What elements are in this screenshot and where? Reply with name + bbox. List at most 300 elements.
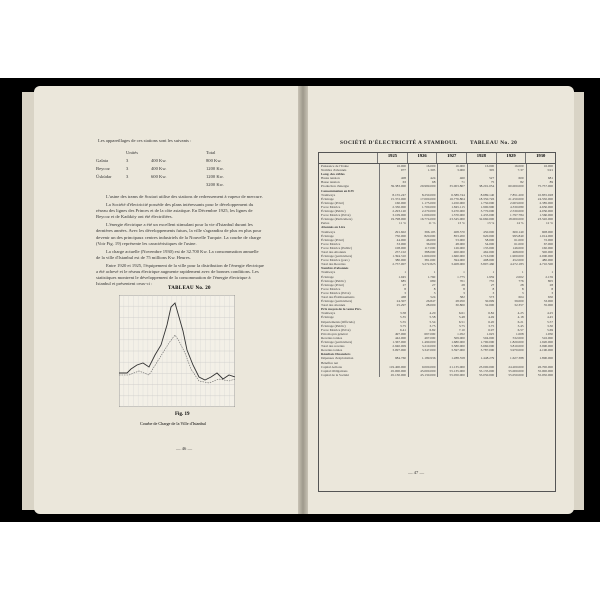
row-label: Prix moyen général bbox=[321, 331, 348, 336]
table-cell: 3 bbox=[379, 291, 408, 295]
row-label: Recettes totales bbox=[321, 348, 343, 353]
table-cell: 1.175.000 bbox=[408, 201, 437, 205]
row-label: Tramways bbox=[321, 270, 336, 275]
table-cell: 701 bbox=[437, 279, 466, 283]
table-cell: 135.000 bbox=[467, 246, 496, 250]
row-label: Éclairage (Privé) bbox=[321, 200, 345, 205]
generator-row: Beycoz 3 400 Kw. 1200 Kw. bbox=[96, 165, 224, 171]
table-cell: 72.000 bbox=[526, 238, 555, 242]
table-cell: 48.000 bbox=[437, 242, 466, 246]
table-cell: 1 bbox=[526, 270, 555, 274]
table-cell: 2.159 bbox=[526, 275, 555, 279]
table-cell: 28.950 bbox=[437, 299, 466, 303]
row-label: Basse tension bbox=[321, 180, 340, 185]
row-label: Éclairage (Public) bbox=[321, 278, 346, 283]
table-cell: 30.800 bbox=[437, 303, 466, 307]
table-cell: 527 bbox=[467, 176, 496, 180]
load-curve-svg bbox=[119, 295, 235, 407]
table-cell: 6.20 bbox=[467, 320, 496, 324]
table-cell: 3.990.000 bbox=[526, 344, 555, 348]
table-cell: 755 bbox=[467, 279, 496, 283]
table-cell: 1.600.000 bbox=[408, 254, 437, 258]
table-cell: 5.57 bbox=[526, 320, 555, 324]
table-cell: 6.389.744 bbox=[437, 193, 466, 197]
table-cell: 600 bbox=[496, 176, 525, 180]
row-label: Total des abonnés bbox=[321, 303, 346, 308]
table-cell: 1.014.000 bbox=[526, 234, 555, 238]
table-cell: 1.680.000 bbox=[437, 340, 466, 344]
table-cell: 27 bbox=[467, 283, 496, 287]
table-cell: 6.97 bbox=[467, 328, 496, 332]
table-cell: 3.347.000 bbox=[408, 348, 437, 352]
table-cell: 6.21 bbox=[496, 320, 525, 324]
table-cell: 3.30 bbox=[526, 324, 555, 328]
table-cell: 16.000 bbox=[526, 164, 555, 168]
table-cell: 13 % bbox=[437, 221, 466, 225]
table-cell: 4.190.000 bbox=[526, 348, 555, 352]
row-label: Éclairage (Public) bbox=[321, 209, 346, 214]
table-cell: 532.000 bbox=[496, 336, 525, 340]
table-cell: 8 bbox=[526, 287, 555, 291]
row-label: Éclairage (particuliers) bbox=[321, 299, 353, 304]
table-cell: 55.050.000 bbox=[437, 373, 466, 377]
table-cell: 30.099 bbox=[467, 299, 496, 303]
table-cell: 1.820.000 bbox=[496, 340, 525, 344]
table-cell: 8 bbox=[496, 287, 525, 291]
row-label: Éclairage bbox=[321, 274, 334, 279]
generator-table-header: Unités Total bbox=[126, 149, 216, 155]
table-cell: 1.945 bbox=[379, 275, 408, 279]
table-cell: 582 bbox=[437, 295, 466, 299]
table-cell: 108.000 bbox=[379, 246, 408, 250]
table-cell: 1.435.000 bbox=[467, 213, 496, 217]
row-label: Pertes bbox=[321, 221, 330, 226]
table-cell: 146.000 bbox=[496, 246, 525, 250]
table-cell: 920.000 bbox=[467, 234, 496, 238]
row-label: Capital Obligations bbox=[321, 368, 348, 373]
table-cell: 46.000 bbox=[408, 238, 437, 242]
row-label: Éclairage bbox=[321, 315, 334, 320]
table-cell: 55.050.000 bbox=[467, 373, 496, 377]
table-cell: 160.000 bbox=[379, 201, 408, 205]
statistics-table bbox=[318, 152, 556, 492]
table-cell: 5.35 bbox=[379, 315, 408, 319]
table-cell: 1.990.990 bbox=[467, 205, 496, 209]
table-cell: 977 bbox=[379, 168, 408, 172]
table-cell: 257.102 bbox=[379, 250, 408, 254]
table-cell: 23.520.000 bbox=[526, 217, 555, 221]
table-cell: 995.840 bbox=[496, 234, 525, 238]
table-cell: 45.130.000 bbox=[408, 373, 437, 377]
table-cell: 497.000 bbox=[408, 336, 437, 340]
table-cell: 4.650.000 bbox=[526, 205, 555, 209]
table-cell: 3 bbox=[526, 291, 555, 295]
table-cell: 776 bbox=[496, 279, 525, 283]
table-cell: 2.002 bbox=[496, 275, 525, 279]
table-cell: 6.82 bbox=[408, 328, 437, 332]
table-cell: 3.807.460 bbox=[467, 262, 496, 266]
table-cell: 21.135.000 bbox=[437, 365, 466, 369]
row-label: Tramways bbox=[321, 192, 336, 197]
table-cell: 61.000 bbox=[496, 242, 525, 246]
table-cell: 1 bbox=[379, 270, 408, 274]
table-cell: 600.140 bbox=[496, 230, 525, 234]
table-cell: 3.58 bbox=[379, 311, 408, 315]
table-cell: 13 % bbox=[467, 221, 496, 225]
table-cell: 11 % bbox=[379, 221, 408, 225]
table-cell: 1 bbox=[437, 270, 466, 274]
table-cell: 8.250.000 bbox=[408, 193, 437, 197]
table-cell: 853.200 bbox=[437, 234, 466, 238]
row-label: Consommation en KW bbox=[321, 188, 355, 193]
table-cell: 468.000 bbox=[496, 250, 525, 254]
table-cell: 1.050 bbox=[526, 332, 555, 336]
table-cell: 53.000 bbox=[437, 238, 466, 242]
table-cell: 8 bbox=[467, 287, 496, 291]
row-label: Éclairage bbox=[321, 233, 334, 238]
row-label: Tramways bbox=[321, 311, 336, 316]
table-cell: 516.000 bbox=[526, 336, 555, 340]
table-cell: 604 bbox=[496, 295, 525, 299]
table-cell: 3.097.000 bbox=[379, 348, 408, 352]
row-label: Éclairage (particuliers) bbox=[321, 254, 353, 259]
table-cell: 16.000 bbox=[408, 164, 437, 168]
table-cell: 820.000 bbox=[408, 234, 437, 238]
table-cell: 1.750.000 bbox=[467, 201, 496, 205]
table-cell: 1.900.000 bbox=[496, 254, 525, 258]
table-cell: 45.000.000 bbox=[379, 369, 408, 373]
table-cell: 509.000 bbox=[437, 336, 466, 340]
table-cell: 35.000 bbox=[526, 303, 555, 307]
table-cell: 1.560.000 bbox=[526, 213, 555, 217]
year-header: 1926 bbox=[407, 153, 437, 163]
table-cell: 8 bbox=[437, 287, 466, 291]
table-cell: 4.25 bbox=[526, 311, 555, 315]
table-cell: 2.385.000 bbox=[526, 201, 555, 205]
table-cell: 3.770.000 bbox=[467, 209, 496, 213]
table-cell: 55.050.000 bbox=[526, 373, 555, 377]
table-cell: 89 bbox=[526, 180, 555, 184]
table-cell: 9.000.000 bbox=[408, 365, 437, 369]
table-cell: 4.710.500 bbox=[526, 262, 555, 266]
row-label: Prix moyen de la vente Ptrs. bbox=[321, 307, 362, 312]
table-cell: 504.000 bbox=[467, 336, 496, 340]
figure-label: Fig. 19 bbox=[175, 412, 190, 417]
table-cell: 2.003.000 bbox=[496, 201, 525, 205]
table-cell: 1.845.115 bbox=[437, 205, 466, 209]
row-label: Capital de la Société bbox=[321, 372, 349, 377]
table-cell: 573 bbox=[467, 295, 496, 299]
row-label: Production d'énergie bbox=[321, 184, 349, 189]
row-label: Total des Recettes bbox=[321, 262, 346, 267]
table-cell: 1.700.000 bbox=[408, 205, 437, 209]
paragraph: Entre 1920 et 1925, l'équipement de la ville pour la distribution de l'énergie électrique a été achevé et le réseau électrique augmente rapidement avec de bonnes conditions. Les statistiques montrent le développement de la consommation de l'énergie électrique à Istanbul et présentent ceux-ci : bbox=[96, 262, 264, 287]
table-cell: 450.000 bbox=[467, 230, 496, 234]
row-label: Départements (Officiels) bbox=[321, 319, 355, 324]
row-label: Éclairage bbox=[321, 196, 334, 201]
table-cell: 19.798.000 bbox=[379, 217, 408, 221]
table-cell: 16.000 bbox=[437, 164, 466, 168]
book-gutter bbox=[298, 86, 308, 514]
table-cell: 8.155.247 bbox=[379, 193, 408, 197]
table-cell: 1.000.000 bbox=[408, 213, 437, 217]
table-cell: 54.000 bbox=[467, 242, 496, 246]
table-cell: 10.835.028 bbox=[526, 193, 555, 197]
row-label: Bénéfice net bbox=[321, 360, 339, 365]
table-cell: 500.000 bbox=[526, 250, 555, 254]
table-cell: 18.000.000 bbox=[496, 217, 525, 221]
table-cell: 2.293.120 bbox=[379, 209, 408, 213]
table-cell: 1.797.784 bbox=[496, 213, 525, 217]
table-cell: 689 bbox=[408, 279, 437, 283]
table-cell: 5.54 bbox=[408, 320, 437, 324]
table-cell: 55.135.000 bbox=[467, 369, 496, 373]
table-cell: 697.000 bbox=[408, 332, 437, 336]
table-cell: 32.000 bbox=[467, 303, 496, 307]
table-cell: 5.69 bbox=[526, 328, 555, 332]
table-cell: 26.700.000 bbox=[526, 365, 555, 369]
table-cell: 15.372.000 bbox=[379, 197, 408, 201]
table-cell: 32.357 bbox=[496, 303, 525, 307]
year-header: 1929 bbox=[496, 153, 526, 163]
table-cell: 45.130.000 bbox=[379, 373, 408, 377]
table-cell: 3 bbox=[496, 291, 525, 295]
table-cell: 18.350.726 bbox=[467, 197, 496, 201]
table-cell: 1.490.000 bbox=[408, 340, 437, 344]
table-cell: 1 bbox=[408, 270, 437, 274]
table-body bbox=[319, 164, 555, 377]
page-number-left: — 46 — bbox=[176, 446, 193, 451]
table-cell: 497.000 bbox=[379, 332, 408, 336]
table-cell: 1.920.000 bbox=[526, 340, 555, 344]
table-cell: 2.330.000 bbox=[379, 205, 408, 209]
table-cell: 11 % bbox=[408, 221, 437, 225]
figure-caption: Courbe de Charge de la Ville d'Istanbul bbox=[140, 421, 206, 426]
table-cell: 16.000 bbox=[467, 164, 496, 168]
row-label: Éclairage (Privé) bbox=[321, 237, 345, 242]
table-cell: 442.000 bbox=[379, 336, 408, 340]
table-cell: 1 bbox=[496, 270, 525, 274]
row-label: Force Motrice (part.) bbox=[321, 258, 350, 263]
table-cell: 408 bbox=[379, 176, 408, 180]
table-cell: 27 bbox=[379, 283, 408, 287]
table-cell: 3.75 bbox=[379, 324, 408, 328]
table-cell: 16.000 bbox=[496, 164, 525, 168]
row-label: Total des Établissements bbox=[321, 295, 355, 299]
page-number-right: — 47 — bbox=[408, 470, 425, 475]
table-cell: 6.41 bbox=[379, 328, 408, 332]
background-bottom bbox=[0, 522, 600, 600]
table-cell: 45.000.000 bbox=[408, 369, 437, 373]
table-cell: 55.000.000 bbox=[496, 369, 525, 373]
table-cell: 61.000 bbox=[496, 238, 525, 242]
table-cell: 3.810.000 bbox=[496, 344, 525, 348]
table-cell: 25.297 bbox=[379, 303, 408, 307]
row-label: Dépenses d'exploitation bbox=[321, 356, 354, 361]
table-cell: 71 bbox=[437, 180, 466, 184]
table-cell: 468 bbox=[379, 295, 408, 299]
table-cell: 984.760 bbox=[379, 356, 408, 360]
table-header-row bbox=[319, 153, 555, 164]
paragraph: La charge actuelle (Novembre 1930) est de 32.700 Kw. La consommation annuelle de la ville d'Istanbul est de 75 millions Kw. Heures. bbox=[96, 248, 259, 260]
table-cell: 2.000.000 bbox=[526, 254, 555, 258]
table-cell: 2.270.000 bbox=[408, 209, 437, 213]
row-label: Force Motrice (Public) bbox=[321, 245, 353, 250]
table-cell: 6.51 bbox=[437, 320, 466, 324]
table-row bbox=[319, 373, 555, 377]
row-label: Total des Abonnés bbox=[321, 249, 346, 254]
table-cell: 3.970.000 bbox=[496, 348, 525, 352]
table-cell: 381.000 bbox=[408, 258, 437, 262]
table-cell: 4.330.080 bbox=[496, 205, 525, 209]
table-cell: 1.189.936 bbox=[408, 356, 437, 360]
intro-text: Les appareillages de ces stations sont les suivants : bbox=[98, 138, 192, 143]
table-cell: 681 bbox=[526, 176, 555, 180]
table-cell: 24.550.000 bbox=[526, 197, 555, 201]
table-cell: 33.000 bbox=[526, 299, 555, 303]
row-label: Force Motrice (Privé) bbox=[321, 213, 351, 218]
table-cell: 23.000.000 bbox=[467, 365, 496, 369]
table-cell: 3 bbox=[467, 291, 496, 295]
table-heading: SOCIÉTÉ D'ÉLECTRICITÉ A STAMBOUL bbox=[340, 140, 458, 146]
row-label: Force Motrice (Privé) bbox=[321, 327, 351, 332]
table-cell: 36.000 bbox=[408, 242, 437, 246]
table-cell: 39.000 bbox=[496, 299, 525, 303]
table-cell: 32.660.000 bbox=[467, 217, 496, 221]
table-cell: 1.367.000 bbox=[379, 340, 408, 344]
table-cell: 28 bbox=[496, 283, 525, 287]
table-cell: 424 bbox=[408, 176, 437, 180]
row-label: Nombre d'abonnés bbox=[321, 168, 347, 173]
table-cell: 805 bbox=[526, 279, 555, 283]
body-text bbox=[96, 194, 264, 289]
table-cell: 650 bbox=[526, 295, 555, 299]
row-label: Résultats Financiers bbox=[321, 352, 351, 357]
table-cell: 7.851.200 bbox=[496, 193, 525, 197]
table-cell: 1.959 bbox=[467, 275, 496, 279]
table-cell: 3.580.000 bbox=[437, 344, 466, 348]
row-label: Éclairage (Particuliers) bbox=[321, 217, 353, 222]
table-cell: 33.000 bbox=[379, 242, 408, 246]
table-cell: 55.050.000 bbox=[496, 373, 525, 377]
table-cell: 5.55 bbox=[379, 320, 408, 324]
table-cell: 119.400.000 bbox=[379, 365, 408, 369]
table-cell: 3.000 bbox=[437, 168, 466, 172]
table-cell: 75 bbox=[467, 180, 496, 184]
table-cell: 408.000 bbox=[467, 258, 496, 262]
table-cell: 2.757.007 bbox=[379, 262, 408, 266]
table-cell: 4.25 bbox=[496, 311, 525, 315]
row-label: Éclairage (Public) bbox=[321, 323, 346, 328]
chart-title: TABLEAU No. 20 bbox=[168, 286, 211, 291]
row-label: Long. des câbles bbox=[321, 172, 345, 177]
table-cell: 1.052 bbox=[437, 332, 466, 336]
table-cell: 3.109.000 bbox=[379, 213, 408, 217]
table-cell: 4.49 bbox=[467, 315, 496, 319]
generator-row: Üsküdar 3 600 Kw. 1200 Kw. bbox=[96, 173, 224, 179]
table-cell: 1.025 bbox=[467, 332, 496, 336]
table-cell: 1.394.310 bbox=[379, 254, 408, 258]
table-cell: 3 bbox=[437, 291, 466, 295]
table-cell: 4.050.000 bbox=[526, 209, 555, 213]
table-cell: 388.000 bbox=[408, 250, 437, 254]
table-cell: 35.003.807 bbox=[437, 184, 466, 188]
table-cell: 1.288.558 bbox=[437, 356, 466, 360]
table-cell: 6.57 bbox=[496, 328, 525, 332]
table-cell: 1 bbox=[467, 270, 496, 274]
table-cell: 21.250.000 bbox=[496, 197, 525, 201]
table-cell: 1.008 bbox=[496, 332, 525, 336]
table-cell: 1.890.000 bbox=[526, 356, 555, 360]
table-cell: 39.383.000 bbox=[379, 184, 408, 188]
table-cell: 7.37 bbox=[496, 168, 525, 172]
table-cell: 28 bbox=[526, 283, 555, 287]
table-cell: 38.201.054 bbox=[467, 184, 496, 188]
paragraph: La Société d'électricité possède des plans intéressants pour le développement du réseau des lignes des Princes et de la côte asiatique. En Décembre 1925, les lignes de Beycoz et de Kadıköy ont été électrifiées. bbox=[96, 202, 254, 220]
table-cell: 462.000 bbox=[467, 250, 496, 254]
row-label: Total des recettes bbox=[321, 344, 345, 349]
table-cell: 3.597.000 bbox=[437, 348, 466, 352]
table-cell: 160.000 bbox=[526, 246, 555, 250]
table-cell: 3.470.000 bbox=[437, 209, 466, 213]
year-header: 1927 bbox=[436, 153, 466, 163]
table-cell: 400.000 bbox=[437, 250, 466, 254]
table-cell: 608.000 bbox=[526, 230, 555, 234]
table-cell: 380.000 bbox=[379, 258, 408, 262]
table-cell: 460 bbox=[437, 176, 466, 180]
table-cell: 23.345.000 bbox=[437, 217, 466, 221]
table-cell: 58.000 bbox=[467, 238, 496, 242]
row-label: Éclairage (particuliers) bbox=[321, 340, 353, 345]
table-cell: 1.716.000 bbox=[467, 254, 496, 258]
table-cell: 1.450.000 bbox=[437, 201, 466, 205]
year-header: 1928 bbox=[466, 153, 496, 163]
table-cell: 1.660.000 bbox=[437, 254, 466, 258]
table-cell: 68 bbox=[408, 180, 437, 184]
table-cell: 24.307 bbox=[379, 299, 408, 303]
table-cell: 55.000.000 bbox=[526, 369, 555, 373]
table-cell: 28.000 bbox=[408, 303, 437, 307]
table-cell: 16.000 bbox=[379, 164, 408, 168]
row-label: Force Motrice bbox=[321, 241, 341, 246]
table-cell: 7.10 bbox=[437, 328, 466, 332]
row-label: Tramways bbox=[321, 229, 336, 234]
table-cell: 3 bbox=[408, 291, 437, 295]
table-cell: 29.999.000 bbox=[408, 184, 437, 188]
table-cell: 305 bbox=[467, 168, 496, 172]
paragraph: L'énergie électrique a été un excellent stimulant pour la vie d'Istanbul durant les dernières années. Avec les développements futurs, la ville s'agrandira de plus en plus pour devenir un des principaux centres industriels de la Nouvelle Turquie. La courbe de charge (Voir Fig. 19) représente les caractéristiques de l'usine. bbox=[96, 222, 262, 246]
table-cell: 524 bbox=[408, 295, 437, 299]
year-header: 1930 bbox=[525, 153, 555, 163]
table-cell: 396.105 bbox=[408, 230, 437, 234]
table-cell: 6.61 bbox=[437, 311, 466, 315]
paragraph: L'usine des trams de Scutari utilise des stations de redressement à vapeur de mercure. bbox=[106, 194, 263, 199]
table-cell: 17.000.000 bbox=[408, 197, 437, 201]
table-cell: 8 bbox=[408, 287, 437, 291]
year-header: 1925 bbox=[377, 153, 407, 163]
table-cell: 3.75 bbox=[467, 324, 496, 328]
load-curve-chart bbox=[119, 295, 235, 407]
table-cell: 1.370.000 bbox=[437, 213, 466, 217]
table-cell: 394.000 bbox=[437, 258, 466, 262]
table-cell: 3.272.823 bbox=[408, 262, 437, 266]
table-cell: 44.000 bbox=[379, 238, 408, 242]
table-cell: 1.775 bbox=[437, 275, 466, 279]
table-cell: 2.940.009 bbox=[379, 344, 408, 348]
table-cell: 117.000 bbox=[408, 246, 437, 250]
table-cell: 685 bbox=[379, 279, 408, 283]
table-cell: 14 % bbox=[496, 221, 525, 225]
